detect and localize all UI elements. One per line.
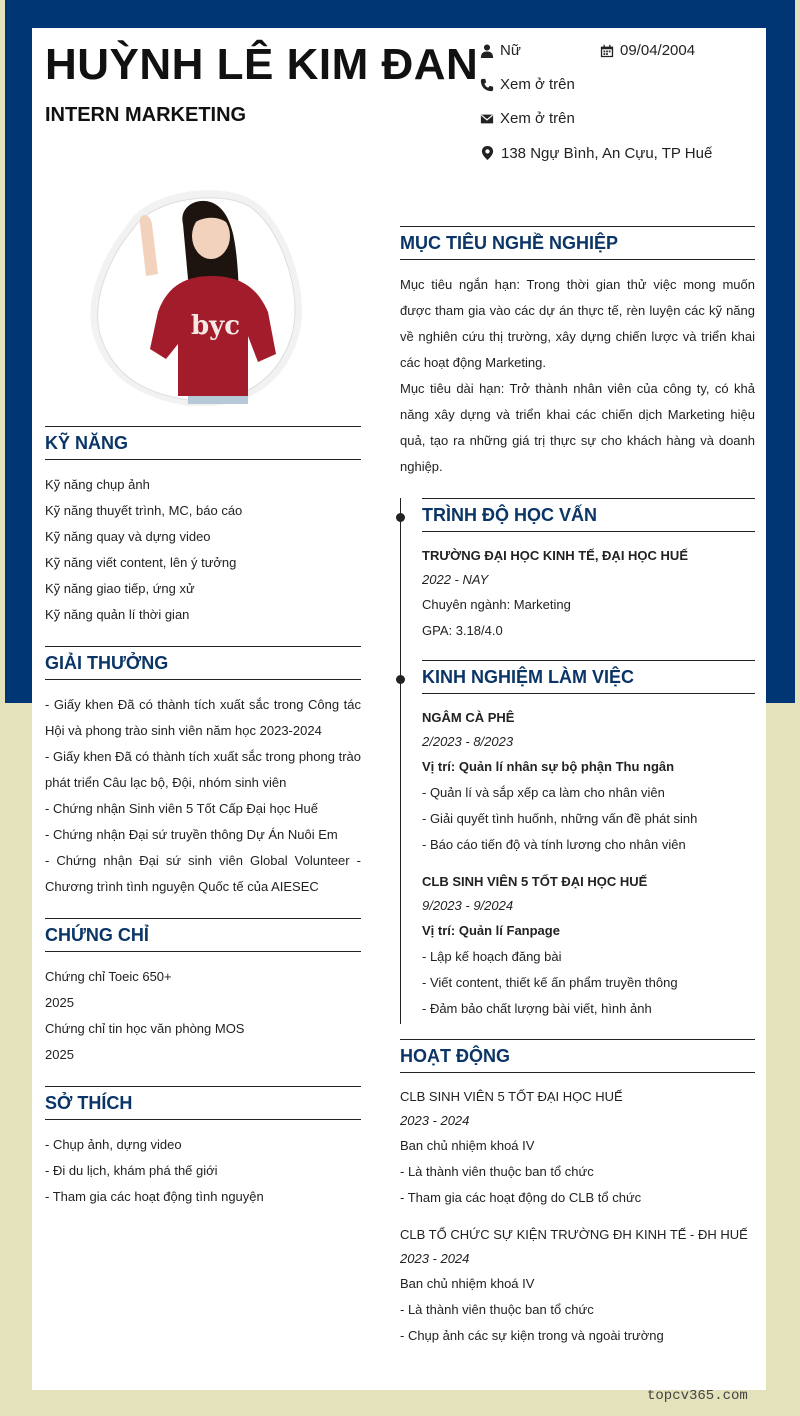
award-item: - Chứng nhận Đại sứ truyền thông Dự Án Nuôi Em <box>45 827 338 842</box>
job-company: CLB SINH VIÊN 5 TỐT ĐẠI HỌC HUẾ <box>422 874 648 889</box>
award-item: - Giấy khen Đã có thành tích xuất sắc trong Công tác Hội và phong trào sinh viên năm học 2023-2024 <box>45 697 361 738</box>
skill-item: Kỹ năng thuyết trình, MC, báo cáo <box>45 503 243 518</box>
skill-item: Kỹ năng giao tiếp, ứng xử <box>45 581 195 596</box>
birthday-info <box>600 42 695 59</box>
award-item: - Chứng nhận Đại sứ sinh viên Global Volunteer - Chương trình tình nguyện Quốc tế của AIESEC <box>45 853 361 894</box>
activity-task: - Tham gia các hoạt động do CLB tổ chức <box>400 1190 642 1205</box>
address-info <box>480 144 712 162</box>
candidate-role: INTERN MARKETING <box>45 104 247 126</box>
activity-task: - Là thành viên thuộc ban tổ chức <box>400 1302 594 1317</box>
activities-section <box>400 1039 755 1349</box>
experience-section <box>422 660 755 1022</box>
education-gpa: GPA: 3.18/4.0 <box>422 623 503 638</box>
activity-period: 2023 - 2024 <box>400 1113 470 1128</box>
hobbies-title: SỞ THÍCH <box>45 1086 361 1120</box>
education-major: Chuyên ngành: Marketing <box>422 597 571 612</box>
job-period: 2/2023 - 8/2023 <box>422 734 514 749</box>
candidate-name: HUỲNH LÊ KIM ĐAN <box>45 40 479 89</box>
activity-task: - Chụp ảnh các sự kiện trong và ngoài trường <box>400 1328 664 1343</box>
skills-title: KỸ NĂNG <box>45 426 361 460</box>
job-task: - Báo cáo tiến độ và tính lương cho nhân viên <box>422 837 686 852</box>
activity-org: CLB TỔ CHỨC SỰ KIỆN TRƯỜNG ĐH KINH TẾ - ĐH HUẾ <box>400 1227 748 1242</box>
job-task: - Đảm bảo chất lượng bài viết, hình ảnh <box>422 1001 652 1016</box>
job-task: - Quản lí và sắp xếp ca làm cho nhân viên <box>422 785 665 800</box>
objective-short: Mục tiêu ngắn hạn: Trong thời gian thử việc mong muốn được tham gia vào các dự án thực tế, rèn luyện các kỹ năng về nghiên cứu thị trường, xây dựng chiến lược và triển khai các hoạt động Marketing. <box>400 277 755 370</box>
objective-long: Mục tiêu dài hạn: Trở thành nhân viên của công ty, có khả năng xây dựng và triển khai các chiến dịch Marketing hiệu quả, tạo ra những giá trị thực sự cho khách hàng và doanh nghiệp. <box>400 381 755 474</box>
calendar-icon <box>600 44 614 58</box>
awards-title: GIẢI THƯỞNG <box>45 646 361 680</box>
hobby-item: - Tham gia các hoạt động tình nguyện <box>45 1189 264 1204</box>
awards-section <box>45 646 361 900</box>
certificates-section <box>45 918 361 1068</box>
activity-task: - Là thành viên thuộc ban tổ chức <box>400 1164 594 1179</box>
activity-period: 2023 - 2024 <box>400 1251 470 1266</box>
footer-watermark: topcv365.com <box>647 1388 748 1404</box>
certificate-item: Chứng chỉ Toeic 650+ <box>45 969 172 984</box>
profile-photo <box>88 184 304 406</box>
hobbies-section <box>45 1086 361 1210</box>
svg-text:byc: byc <box>191 311 241 341</box>
job-position: Vị trí: Quản lí nhân sự bộ phận Thu ngân <box>422 759 675 774</box>
objective-section <box>400 226 755 480</box>
birthday-value: 09/04/2004 <box>620 42 696 59</box>
education-section <box>422 498 755 644</box>
timeline-line <box>400 498 401 1024</box>
job-position: Vị trí: Quản lí Fanpage <box>422 923 560 938</box>
gender-info <box>480 42 521 59</box>
email-info <box>480 110 575 127</box>
skill-item: Kỹ năng viết content, lên ý tưởng <box>45 555 237 570</box>
award-item: - Giấy khen Đã có thành tích xuất sắc trong phong trào phát triển Câu lạc bộ, Đội, nhóm sinh viên <box>45 749 361 790</box>
skill-item: Kỹ năng quay và dựng video <box>45 529 211 544</box>
job-task: - Giải quyết tình huốnh, những vấn đề phát sinh <box>422 811 698 826</box>
job-task: - Lập kế hoạch đăng bài <box>422 949 562 964</box>
location-pin-icon <box>480 144 495 162</box>
mail-icon <box>480 112 494 126</box>
activities-title: HOẠT ĐỘNG <box>400 1039 755 1073</box>
phone-icon <box>480 78 494 92</box>
hobby-item: - Chụp ảnh, dựng video <box>45 1137 182 1152</box>
email-value: Xem ở trên <box>500 110 575 127</box>
skill-item: Kỹ năng chụp ảnh <box>45 477 150 492</box>
hobby-item: - Đi du lịch, khám phá thế giới <box>45 1163 218 1178</box>
education-period: 2022 - NAY <box>422 572 489 587</box>
education-school: TRƯỜNG ĐẠI HỌC KINH TẾ, ĐẠI HỌC HUẾ <box>422 548 688 563</box>
skill-item: Kỹ năng quản lí thời gian <box>45 607 190 622</box>
activity-role: Ban chủ nhiệm khoá IV <box>400 1276 535 1291</box>
gender-value: Nữ <box>500 42 521 59</box>
activity-org: CLB SINH VIÊN 5 TỐT ĐẠI HỌC HUẾ <box>400 1089 623 1104</box>
education-title: TRÌNH ĐỘ HỌC VẤN <box>422 498 755 532</box>
person-icon <box>480 44 494 58</box>
job-task: - Viết content, thiết kế ấn phẩm truyền thông <box>422 975 678 990</box>
timeline-dot <box>396 675 405 684</box>
job-period: 9/2023 - 9/2024 <box>422 898 514 913</box>
timeline-dot <box>396 513 405 522</box>
certificate-year: 2025 <box>45 995 74 1010</box>
objective-title: MỤC TIÊU NGHỀ NGHIỆP <box>400 226 755 260</box>
address-value: 138 Ngự Bình, An Cựu, TP Huế <box>501 144 713 162</box>
phone-value: Xem ở trên <box>500 76 575 93</box>
skills-section <box>45 426 361 628</box>
certificate-item: Chứng chỉ tin học văn phòng MOS <box>45 1021 245 1036</box>
certificate-year: 2025 <box>45 1047 74 1062</box>
activity-role: Ban chủ nhiệm khoá IV <box>400 1138 535 1153</box>
phone-info <box>480 76 575 93</box>
experience-title: KINH NGHIỆM LÀM VIỆC <box>422 660 755 694</box>
award-item: - Chứng nhận Sinh viên 5 Tốt Cấp Đại học Huế <box>45 801 318 816</box>
certificates-title: CHỨNG CHỈ <box>45 918 361 952</box>
job-company: NGÂM CÀ PHÊ <box>422 710 515 725</box>
